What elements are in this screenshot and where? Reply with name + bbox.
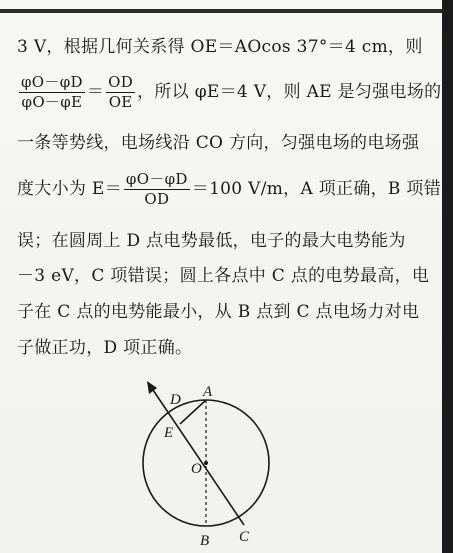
text-line-6: －3 eV，C 项错误；圆上各点中 C 点的电势最高，电 [17,266,430,286]
right-border [442,0,453,553]
label-c: C [239,529,250,545]
label-b: B [200,533,210,549]
fraction-denominator: OD [144,190,170,208]
text-line-3: 一条等势线，电场线沿 CO 方向，匀强电场的电场强 [17,133,420,153]
fraction-denominator: OE [108,93,133,111]
fraction-numerator: φO－φD [125,170,188,188]
label-d: D [170,392,181,408]
fraction-denominator: φO－φE [21,93,83,111]
text-line-1: 3 V，根据几何关系得 OE＝AOcos 37°＝4 cm，则 [17,37,423,57]
point-o [204,461,208,465]
text-line-7: 子在 C 点的电势能最小，从 B 点到 C 点电场力对电 [17,302,420,322]
text-line-2-rest: ，所以 φE＝4 V，则 AE 是匀强电场的 [137,82,442,102]
text-line-8: 子做正功，D 项正确。 [17,338,193,358]
label-e: E [164,425,174,441]
text-line-4-start: 度大小为 E＝ [17,179,122,199]
fraction-numerator: OD [108,73,134,91]
text-line-5: 误；在圆周上 D 点电势最低，电子的最大电势能为 [17,231,406,251]
label-o: O [191,461,202,477]
equals-sign: ＝ [86,82,105,102]
arrow-head [147,381,157,394]
label-a: A [203,384,213,400]
fraction-numerator: φO－φD [21,73,83,91]
text-line-4-rest: ＝100 V/m，A 项正确，B 项错 [191,179,442,199]
